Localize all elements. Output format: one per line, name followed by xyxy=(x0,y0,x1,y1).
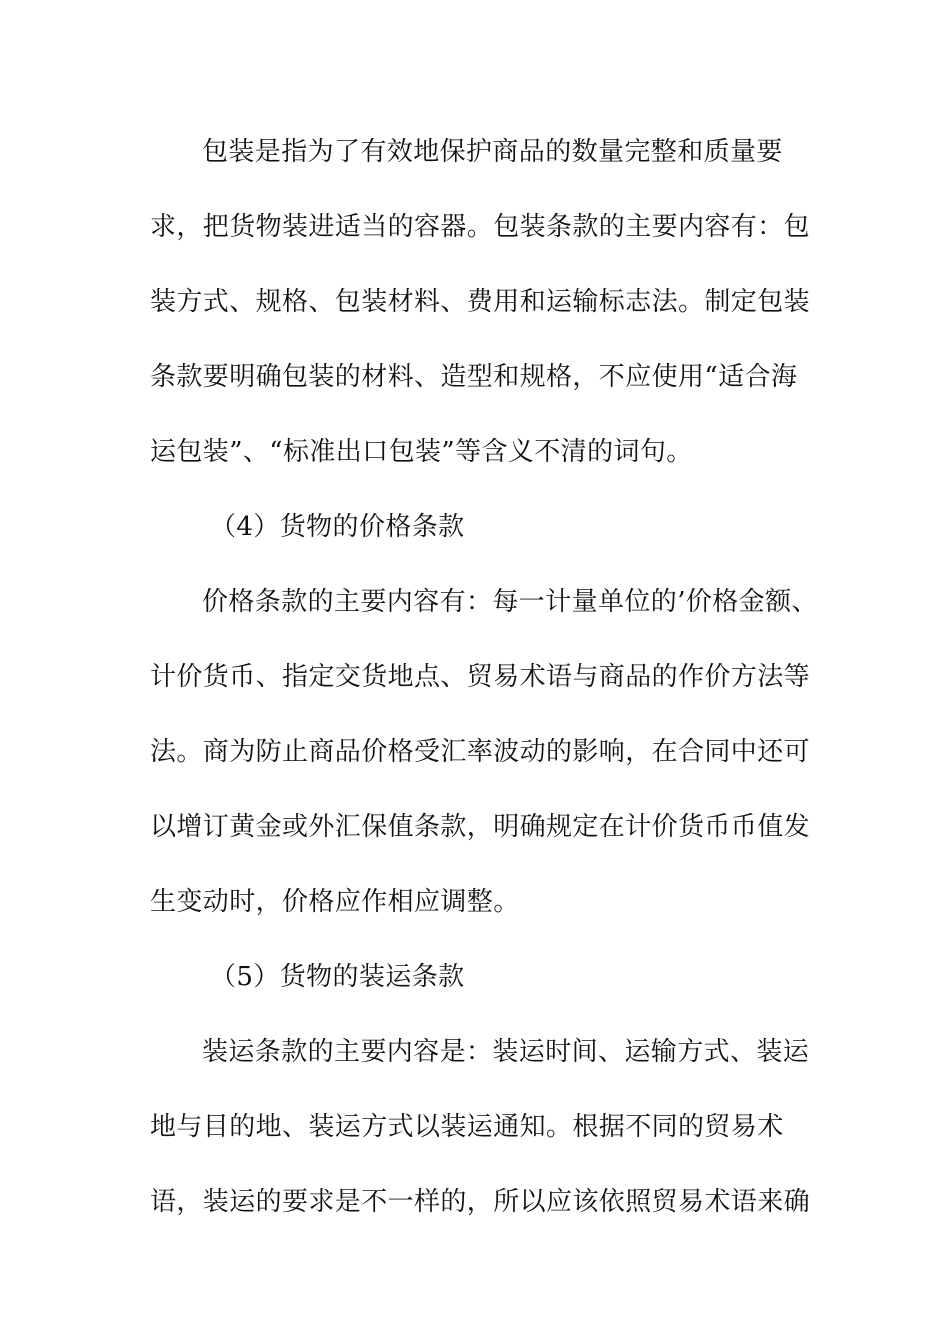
text-line: 运包装”、“标准出口包装”等含义不清的词句。 xyxy=(150,437,693,467)
paragraph-shipment-terms xyxy=(150,1028,811,1253)
paragraph-packaging xyxy=(150,128,811,503)
text-line: 条款要明确包装的材料、造型和规格，不应使用“适合海 xyxy=(150,362,798,392)
text-line: 装方式、规格、包装材料、费用和运输标志法。制定包装 xyxy=(150,287,811,317)
section-heading-shipment-terms: （5）货物的装运条款 xyxy=(210,962,465,992)
text-line: 法。商为防止商品价格受汇率波动的影响，在合同中还可 xyxy=(150,737,811,767)
text-line: 求，把货物装进适当的容器。包装条款的主要内容有：包 xyxy=(150,212,811,242)
document-body xyxy=(150,128,818,1253)
text-line: 包装是指为了有效地保护商品的数量完整和质量要 xyxy=(202,137,783,167)
text-line: 价格条款的主要内容有：每一计量单位的’价格金额、 xyxy=(202,587,818,617)
text-line: 地与目的地、装运方式以装运通知。根据不同的贸易术 xyxy=(150,1112,784,1142)
text-line: 生变动时，价格应作相应调整。 xyxy=(150,887,520,917)
section-heading-price-terms: （4）货物的价格条款 xyxy=(210,512,465,542)
paragraph-price-terms xyxy=(150,578,818,953)
text-line: 装运条款的主要内容是：装运时间、运输方式、装运 xyxy=(202,1037,810,1067)
text-line: 以增订黄金或外汇保值条款，明确规定在计价货币币值发 xyxy=(150,812,811,842)
text-line: 计价货币、指定交货地点、贸易术语与商品的作价方法等 xyxy=(150,662,811,692)
text-line: 语，装运的要求是不一样的，所以应该依照贸易术语来确 xyxy=(150,1187,811,1217)
